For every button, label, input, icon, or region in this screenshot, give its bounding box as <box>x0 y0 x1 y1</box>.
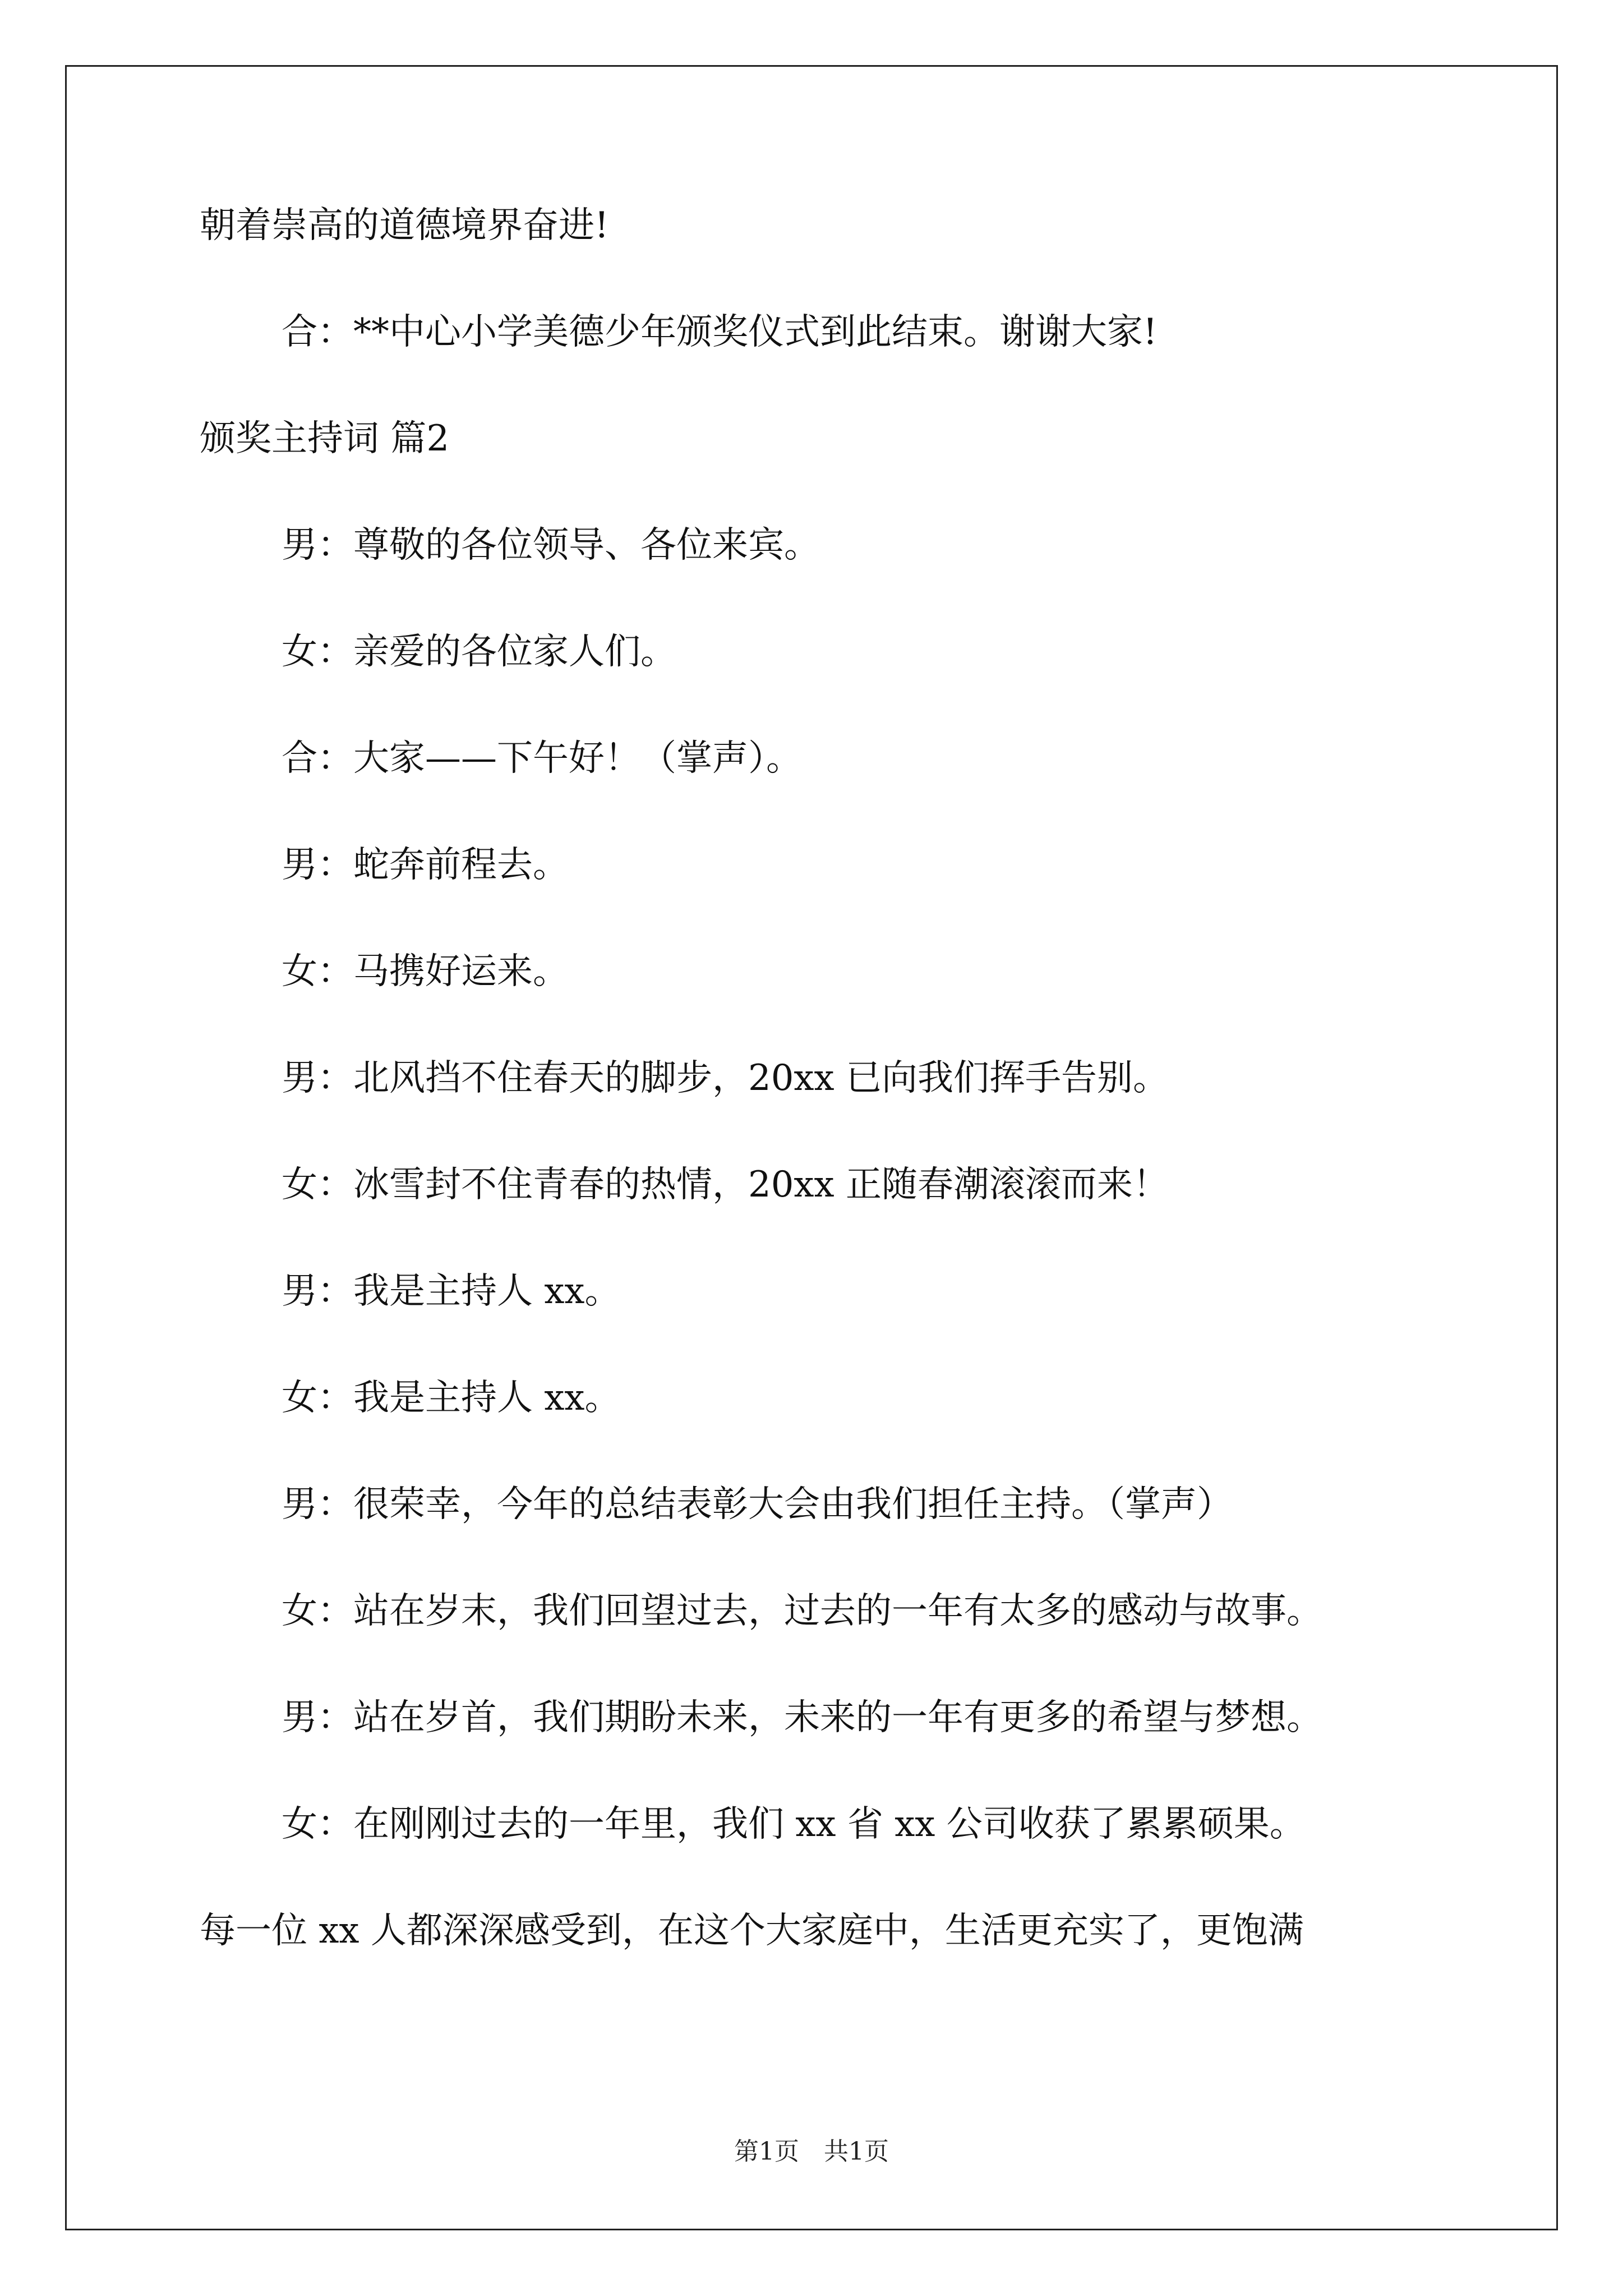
text-line: 女：站在岁末，我们回望过去，过去的一年有太多的感动与故事。 <box>282 1590 1322 1632</box>
text-line: 男：站在岁首，我们期盼未来，未来的一年有更多的希望与梦想。 <box>282 1697 1322 1738</box>
page-number-label: 第1页 共1页 <box>734 2137 889 2166</box>
document-body <box>200 205 1461 2019</box>
text-line: 男：北风挡不住春天的脚步，20xx 已向我们挥手告别。 <box>282 1057 1169 1099</box>
text-line: 女：我是主持人 xx。 <box>282 1377 621 1419</box>
text-line: 女：亲爱的各位家人们。 <box>282 631 676 673</box>
text-line: 女：在刚刚过去的一年里，我们 xx 省 xx 公司收获了累累硕果。 <box>282 1803 1306 1845</box>
text-line: 男：尊敬的各位领导、各位来宾。 <box>282 524 820 566</box>
section-heading: 颁奖主持词 篇2 <box>200 418 450 459</box>
text-line: 女：马携好运来。 <box>282 951 569 992</box>
text-line: 男：蛇奔前程去。 <box>282 844 569 886</box>
text-line: 朝着崇高的道德境界奋进! <box>200 205 609 246</box>
text-line: 每一位 xx 人都深深感受到，在这个大家庭中，生活更充实了，更饱满 <box>200 1910 1304 1952</box>
page-footer <box>0 2139 1623 2164</box>
text-line: 男：我是主持人 xx。 <box>282 1271 621 1312</box>
text-line: 合：**中心小学美德少年颁奖仪式到此结束。谢谢大家! <box>282 311 1158 353</box>
text-line: 女：冰雪封不住青春的热情，20xx 正随春潮滚滚而来！ <box>282 1164 1169 1205</box>
text-line: 合：大家——下午好！（掌声）。 <box>282 738 802 779</box>
text-line: 男：很荣幸，今年的总结表彰大会由我们担任主持。（掌声） <box>282 1484 1233 1525</box>
